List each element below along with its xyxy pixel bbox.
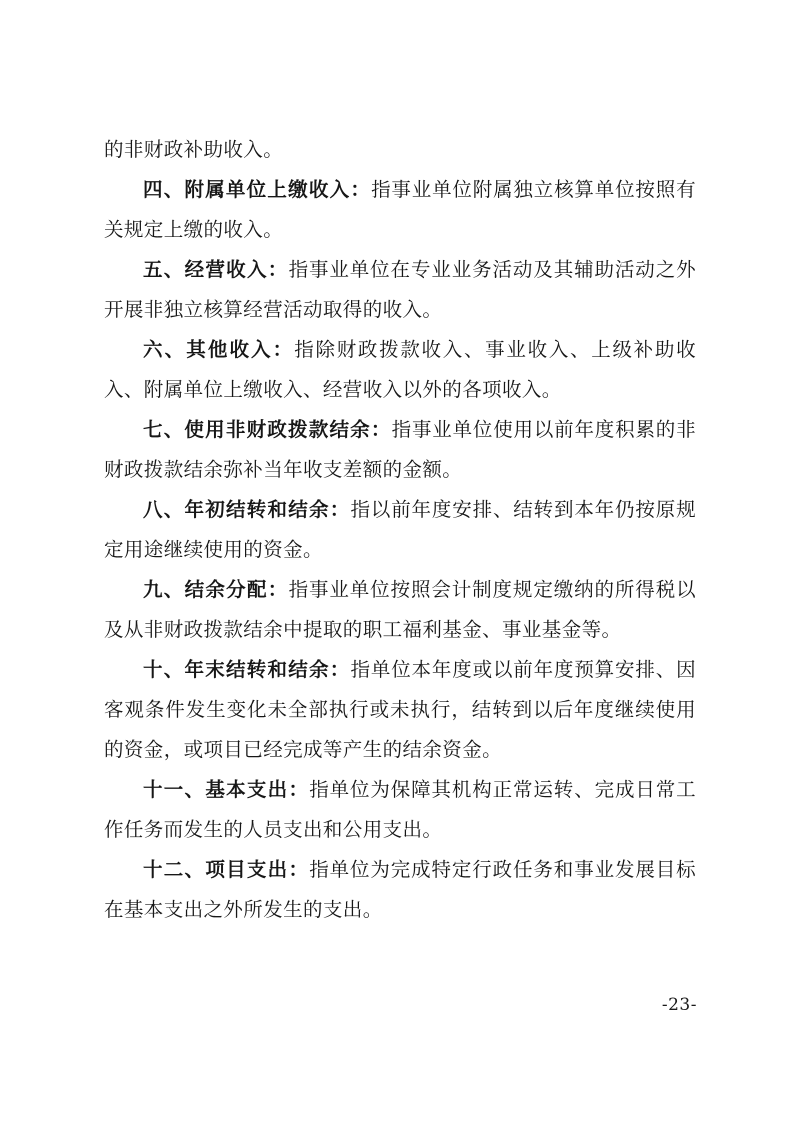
paragraph-body: 指事业单位在专业业务活动及其辅助活动之外开展非独立核算经营活动取得的收入。: [104, 258, 696, 321]
paragraph: [104, 490, 696, 570]
paragraph-body: 指事业单位使用以前年度积累的非财政拨款结余弥补当年收支差额的金额。: [104, 418, 696, 481]
paragraph-lead: 五、经营收入：: [143, 258, 289, 281]
paragraph-lead: 九、结余分配：: [143, 578, 289, 601]
page-number: -23-: [661, 995, 697, 1015]
paragraph: [104, 130, 696, 170]
document-body: [104, 130, 696, 930]
paragraph-lead: 十一、基本支出：: [143, 778, 310, 801]
paragraph: [104, 410, 696, 490]
paragraph-body: 指事业单位附属独立核算单位按照有关规定上缴的收入。: [104, 178, 696, 241]
paragraph: [104, 770, 696, 850]
paragraph-body: 指单位为保障其机构正常运转、完成日常工作任务而发生的人员支出和公用支出。: [104, 778, 696, 841]
paragraph: [104, 170, 696, 250]
paragraph: [104, 250, 696, 330]
paragraph-lead: 六、其他收入：: [143, 338, 295, 361]
paragraph-lead: 四、附属单位上缴收入：: [143, 178, 372, 201]
paragraph: [104, 650, 696, 770]
paragraph-body: 指事业单位按照会计制度规定缴纳的所得税以及从非财政拨款结余中提取的职工福利基金、事业基金等。: [104, 578, 696, 641]
paragraph-lead: 十、年末结转和结余：: [143, 658, 351, 681]
paragraph-body: 指单位本年度或以前年度预算安排、因客观条件发生变化未全部执行或未执行，结转到以后年度继续使用的资金，或项目已经完成等产生的结余资金。: [104, 658, 696, 761]
paragraph: [104, 850, 696, 930]
paragraph-body: 的非财政补助收入。: [104, 138, 284, 161]
paragraph-lead: 八、年初结转和结余：: [143, 498, 351, 521]
paragraph-lead: 七、使用非财政拨款结余：: [143, 418, 392, 441]
paragraph-lead: 十二、项目支出：: [143, 858, 310, 881]
paragraph-body: 指以前年度安排、结转到本年仍按原规定用途继续使用的资金。: [104, 498, 696, 561]
paragraph-body: 指除财政拨款收入、事业收入、上级补助收入、附属单位上缴收入、经营收入以外的各项收入。: [104, 338, 696, 401]
paragraph: [104, 570, 696, 650]
paragraph-body: 指单位为完成特定行政任务和事业发展目标在基本支出之外所发生的支出。: [104, 858, 696, 921]
paragraph: [104, 330, 696, 410]
